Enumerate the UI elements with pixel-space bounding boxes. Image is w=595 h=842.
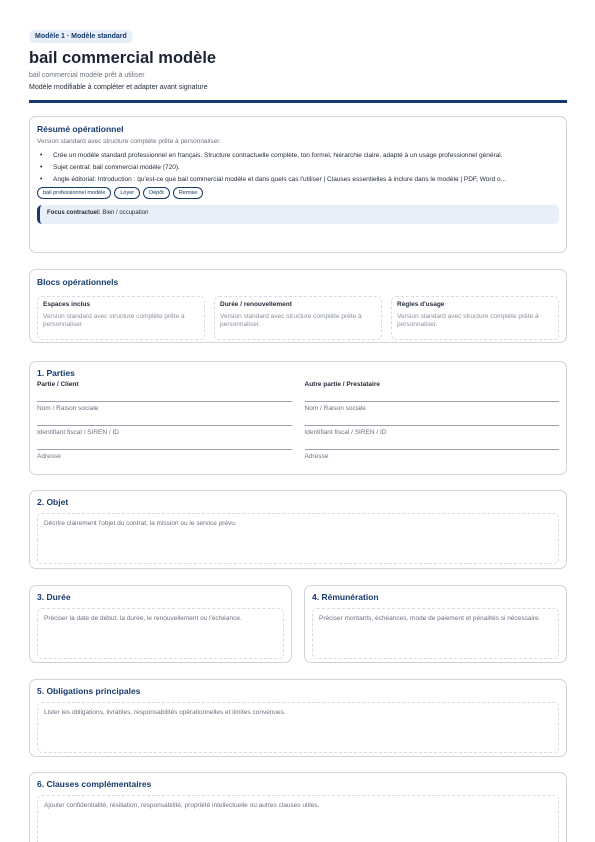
summary-note: Version standard avec structure complète prête à personnaliser. bbox=[37, 138, 221, 145]
page-subtitle: bail commercial modèle prêt à utiliser bbox=[29, 72, 145, 79]
summary-title: Résumé opérationnel bbox=[37, 124, 124, 134]
party-heading: Partie / Client bbox=[37, 381, 79, 388]
blocks-title: Blocs opérationnels bbox=[37, 277, 119, 287]
block-duree-renouvellement bbox=[214, 296, 382, 340]
document-header bbox=[29, 25, 567, 91]
address-field[interactable] bbox=[37, 445, 292, 450]
summary-card bbox=[29, 116, 567, 253]
blocks-row bbox=[37, 296, 559, 340]
duree-text-area[interactable]: Préciser la date de début, la durée, le renouvellement ou l'échéance. bbox=[37, 608, 284, 659]
block-text: Version standard avec structure complète prête à personnaliser. bbox=[397, 313, 539, 328]
field-label: Nom / Raison sociale bbox=[37, 405, 99, 412]
duree-title: 3. Durée bbox=[37, 592, 71, 602]
tax-id-field[interactable] bbox=[305, 421, 560, 426]
field-label: Nom / Raison sociale bbox=[304, 405, 366, 412]
parties-card bbox=[29, 361, 567, 475]
name-field[interactable] bbox=[305, 397, 560, 402]
clauses-text-area[interactable]: Ajouter confidentialité, résiliation, responsabilité, propriété intellectuelle ou autres clauses utiles. bbox=[37, 795, 559, 842]
header-divider bbox=[29, 100, 567, 103]
clauses-title: 6. Clauses complémentaires bbox=[37, 779, 152, 789]
field-label: Adresse bbox=[37, 453, 61, 460]
objet-text-area[interactable]: Décrire clairement l'objet du contrat, la mission ou le service prévu. bbox=[37, 513, 559, 564]
field-label: Identifiant fiscal / SIREN / ID bbox=[304, 429, 387, 436]
summary-bullet-list bbox=[37, 151, 559, 184]
address-field[interactable] bbox=[305, 445, 560, 450]
remuneration-title: 4. Rémunération bbox=[312, 592, 379, 602]
party-prestataire bbox=[305, 381, 560, 469]
operational-blocks-card bbox=[29, 269, 567, 343]
tag[interactable]: Loyer bbox=[114, 187, 140, 199]
clauses-card bbox=[29, 772, 567, 842]
objet-title: 2. Objet bbox=[37, 497, 69, 507]
block-title: Espaces inclus bbox=[43, 301, 90, 308]
block-regles-usage bbox=[391, 296, 559, 340]
party-heading: Autre partie / Prestataire bbox=[304, 381, 381, 388]
field-label: Adresse bbox=[304, 453, 329, 460]
block-espaces-inclus bbox=[37, 296, 205, 340]
objet-card bbox=[29, 490, 567, 569]
field-label: Identifiant fiscal / SIREN / ID bbox=[37, 429, 120, 436]
tag[interactable]: Remise bbox=[173, 187, 204, 199]
summary-bullet: • Crée un modèle standard professionnel en français. Structure contractuelle complète, ton formel, hiérarchie claire, adapté à un usage professionnel général. bbox=[50, 151, 559, 160]
page-description: Modèle modifiable à compléter et adapter avant signature bbox=[29, 84, 208, 91]
tag[interactable]: bail professionnel modèle bbox=[37, 187, 111, 199]
obligations-title: 5. Obligations principales bbox=[37, 686, 141, 696]
name-field[interactable] bbox=[37, 397, 292, 402]
party-client bbox=[37, 381, 292, 469]
remuneration-card bbox=[304, 585, 567, 663]
template-badge: Modèle 1 · Modèle standard bbox=[29, 30, 133, 43]
block-title: Règles d'usage bbox=[397, 301, 445, 308]
parties-title: 1. Parties bbox=[37, 368, 75, 378]
page-title: bail commercial modèle bbox=[29, 49, 217, 67]
remuneration-text-area[interactable]: Préciser montants, échéances, mode de paiement et pénalités si nécessaire. bbox=[312, 608, 559, 659]
block-text: Version standard avec structure complète prête à personnaliser. bbox=[43, 313, 185, 328]
party-columns bbox=[37, 381, 559, 469]
summary-bullet: • Sujet central: bail commercial modèle (720). bbox=[50, 163, 559, 172]
block-text: Version standard avec structure complète prête à personnaliser. bbox=[220, 313, 362, 328]
tag-list bbox=[37, 187, 559, 199]
obligations-card bbox=[29, 679, 567, 757]
duree-card bbox=[29, 585, 292, 663]
obligations-text-area[interactable]: Lister les obligations, livrables, responsabilités opérationnelles et limites convenues. bbox=[37, 702, 559, 753]
summary-bullet: • Angle éditorial: Introduction : qu'est-ce que bail commercial modèle et dans quels cas l'utiliser | Clauses essentielles à inclure dans le modèle | PDF, Word o... bbox=[50, 175, 559, 184]
tax-id-field[interactable] bbox=[37, 421, 292, 426]
focus-label: Focus contractuel: bbox=[47, 210, 101, 216]
focus-value: Bien / occupation bbox=[102, 210, 149, 216]
focus-callout bbox=[37, 205, 559, 224]
block-title: Durée / renouvellement bbox=[220, 301, 292, 308]
tag[interactable]: Dépôt bbox=[143, 187, 170, 199]
